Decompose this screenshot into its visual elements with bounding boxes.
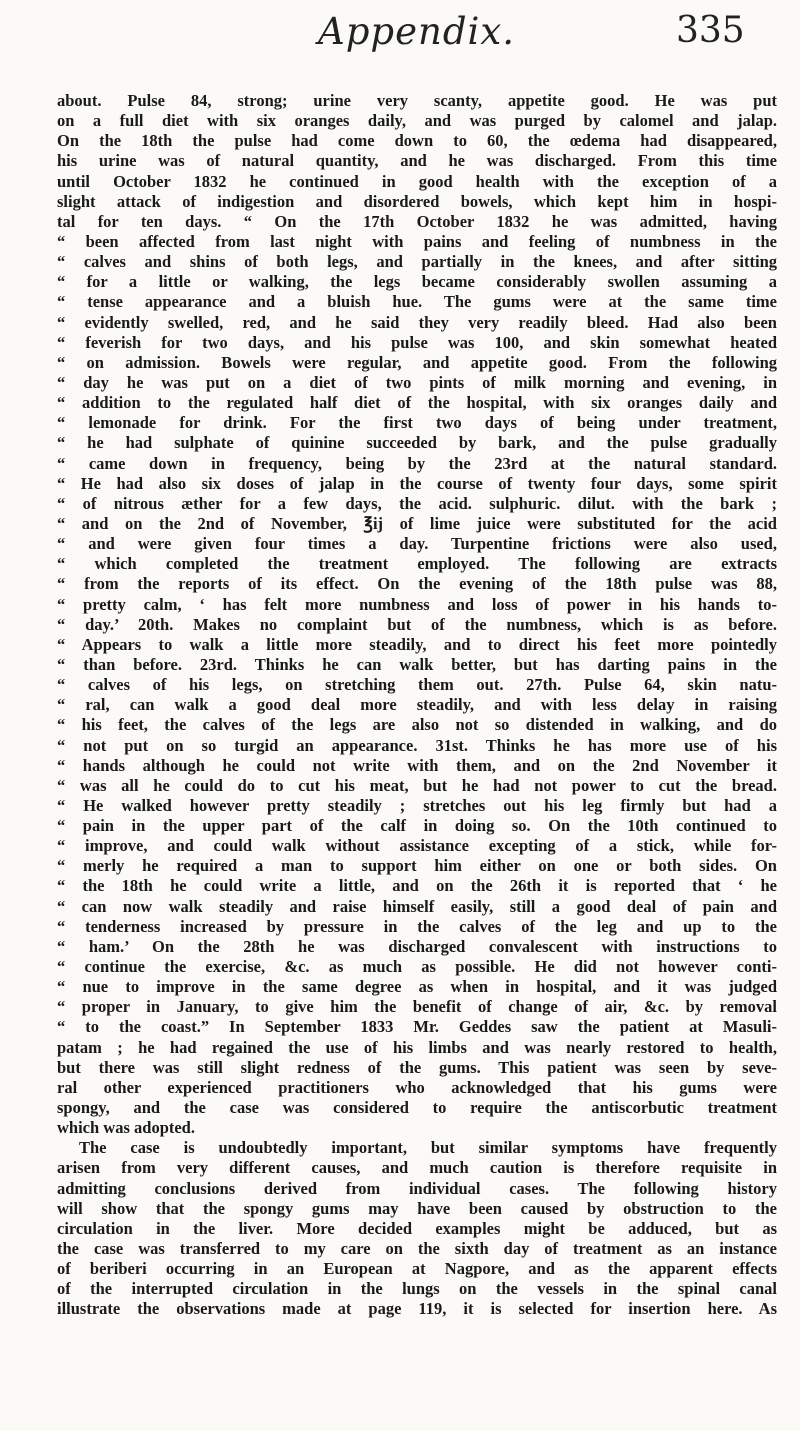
- text-line: “ merly he required a man to support him either on one or both sides. On: [57, 856, 777, 876]
- text-line: “ his feet, the calves of the legs are also not so distended in walking, and do: [57, 715, 777, 735]
- text-line: “ he had sulphate of quinine succeeded by bark, and the pulse gradually: [57, 433, 777, 453]
- text-line: ral other experienced practitioners who acknowledged that his gums were: [57, 1077, 777, 1097]
- paragraph: [57, 1138, 777, 1319]
- text-line: will show that the spongy gums may have been caused by obstruction to the: [57, 1198, 777, 1218]
- text-line: “ day.’ 20th. Makes no complaint but of the numbness, which is as before.: [57, 614, 777, 634]
- text-line: “ continue the exercise, &c. as much as possible. He did not however conti-: [57, 957, 777, 977]
- text-line: “ pretty calm, ‘ has felt more numbness and loss of power in his hands to-: [57, 594, 777, 614]
- text-line: circulation in the liver. More decided examples might be adduced, but as: [57, 1218, 777, 1238]
- text-line: “ proper in January, to give him the benefit of change of air, &c. by removal: [57, 997, 777, 1017]
- text-line: of the interrupted circulation in the lungs on the vessels in the spinal canal: [57, 1279, 777, 1299]
- paragraph: [57, 91, 777, 1138]
- text-line: “ feverish for two days, and his pulse was 100, and skin somewhat heated: [57, 332, 777, 352]
- text-line: on a full diet with six oranges daily, and was purged by calomel and jalap.: [57, 111, 777, 131]
- text-line: “ not put on so turgid an appearance. 31st. Thinks he has more use of his: [57, 735, 777, 755]
- text-line: “ hands although he could not write with them, and on the 2nd November it: [57, 755, 777, 775]
- text-line: “ tense appearance and a bluish hue. The gums were at the same time: [57, 292, 777, 312]
- text-line: about. Pulse 84, strong; urine very scanty, appetite good. He was put: [57, 91, 777, 110]
- text-line: “ and on the 2nd of November, ℥ij of lime juice were substituted for the acid: [57, 513, 777, 533]
- text-line: “ addition to the regulated half diet of the hospital, with six oranges daily and: [57, 393, 777, 413]
- text-line: “ than before. 23rd. Thinks he can walk better, but has darting pains in the: [57, 654, 777, 674]
- text-line: “ was all he could do to cut his meat, but he had not power to cut the bread.: [57, 775, 777, 795]
- text-line: “ on admission. Bowels were regular, and appetite good. From the following: [57, 352, 777, 372]
- text-line: “ been affected from last night with pains and feeling of numbness in the: [57, 231, 777, 251]
- running-head: [0, 8, 800, 58]
- text-line: spongy, and the case was considered to require the antiscorbutic treatment: [57, 1098, 777, 1118]
- text-line: tal for ten days. “ On the 17th October 1832 he was admitted, having: [57, 211, 777, 231]
- text-line: slight attack of indigestion and disordered bowels, which kept him in hospi-: [57, 191, 777, 211]
- text-line: “ the 18th he could write a little, and on the 26th it is reported that ‘ he: [57, 876, 777, 896]
- text-line: “ tenderness increased by pressure in the calves of the leg and up to the: [57, 916, 777, 936]
- text-line: “ of nitrous æther for a few days, the acid. sulphuric. dilut. with the bark ;: [57, 493, 777, 513]
- text-line: admitting conclusions derived from individual cases. The following history: [57, 1178, 777, 1198]
- text-line: the case was transferred to my care on the sixth day of treatment as an instance: [57, 1239, 777, 1259]
- text-line: “ nue to improve in the same degree as when in hospital, and it was judged: [57, 977, 777, 997]
- text-line: On the 18th the pulse had come down to 60, the œdema had disappeared,: [57, 131, 777, 151]
- text-line: “ pain in the upper part of the calf in doing so. On the 10th continued to: [57, 816, 777, 836]
- text-line: illustrate the observations made at page 119, it is selected for insertion here. As: [57, 1299, 777, 1319]
- text-line: “ calves of his legs, on stretching them out. 27th. Pulse 64, skin natu-: [57, 675, 777, 695]
- text-line: “ which completed the treatment employed. The following are extracts: [57, 554, 777, 574]
- body-text: [57, 91, 777, 1320]
- text-line: “ evidently swelled, red, and he said they very readily bleed. Had also been: [57, 312, 777, 332]
- text-line: “ He had also six doses of jalap in the course of twenty four days, some spirit: [57, 473, 777, 493]
- text-line: “ came down in frequency, being by the 23rd at the natural standard.: [57, 453, 777, 473]
- text-line: “ to the coast.” In September 1833 Mr. Geddes saw the patient at Masuli-: [57, 1017, 777, 1037]
- text-line: patam ; he had regained the use of his limbs and was nearly restored to health,: [57, 1037, 777, 1057]
- text-line: “ improve, and could walk without assistance excepting of a stick, while for-: [57, 836, 777, 856]
- text-line: until October 1832 he continued in good health with the exception of a: [57, 171, 777, 191]
- running-title: Appendix.: [318, 10, 515, 53]
- text-line: “ ral, can walk a good deal more steadily, and with less delay in raising: [57, 695, 777, 715]
- text-line: “ from the reports of its effect. On the evening of the 18th pulse was 88,: [57, 574, 777, 594]
- text-line: but there was still slight redness of the gums. This patient was seen by seve-: [57, 1057, 777, 1077]
- text-line: “ for a little or walking, the legs became considerably swollen assuming a: [57, 272, 777, 292]
- text-line: “ can now walk steadily and raise himself easily, still a good deal of pain and: [57, 896, 777, 916]
- text-line: which was adopted.: [57, 1118, 195, 1138]
- text-line: “ Appears to walk a little more steadily, and to direct his feet more pointedly: [57, 634, 777, 654]
- text-line: “ day he was put on a diet of two pints of milk morning and evening, in: [57, 372, 777, 392]
- text-line: “ He walked however pretty steadily ; stretches out his leg firmly but had a: [57, 795, 777, 815]
- text-line: “ lemonade for drink. For the first two days of being under treatment,: [57, 413, 777, 433]
- text-line: “ and were given four times a day. Turpentine frictions were also used,: [57, 534, 777, 554]
- text-line: The case is undoubtedly important, but similar symptoms have frequently: [79, 1138, 777, 1158]
- text-line: of beriberi occurring in an European at Nagpore, and as the apparent effects: [57, 1259, 777, 1279]
- text-line: “ ham.’ On the 28th he was discharged convalescent with instructions to: [57, 936, 777, 956]
- text-line: his urine was of natural quantity, and he was discharged. From this time: [57, 151, 777, 171]
- page-number: 335: [676, 10, 745, 51]
- text-line: arisen from very different causes, and much caution is therefore requisite in: [57, 1158, 777, 1178]
- text-line: “ calves and shins of both legs, and partially in the knees, and after sitting: [57, 252, 777, 272]
